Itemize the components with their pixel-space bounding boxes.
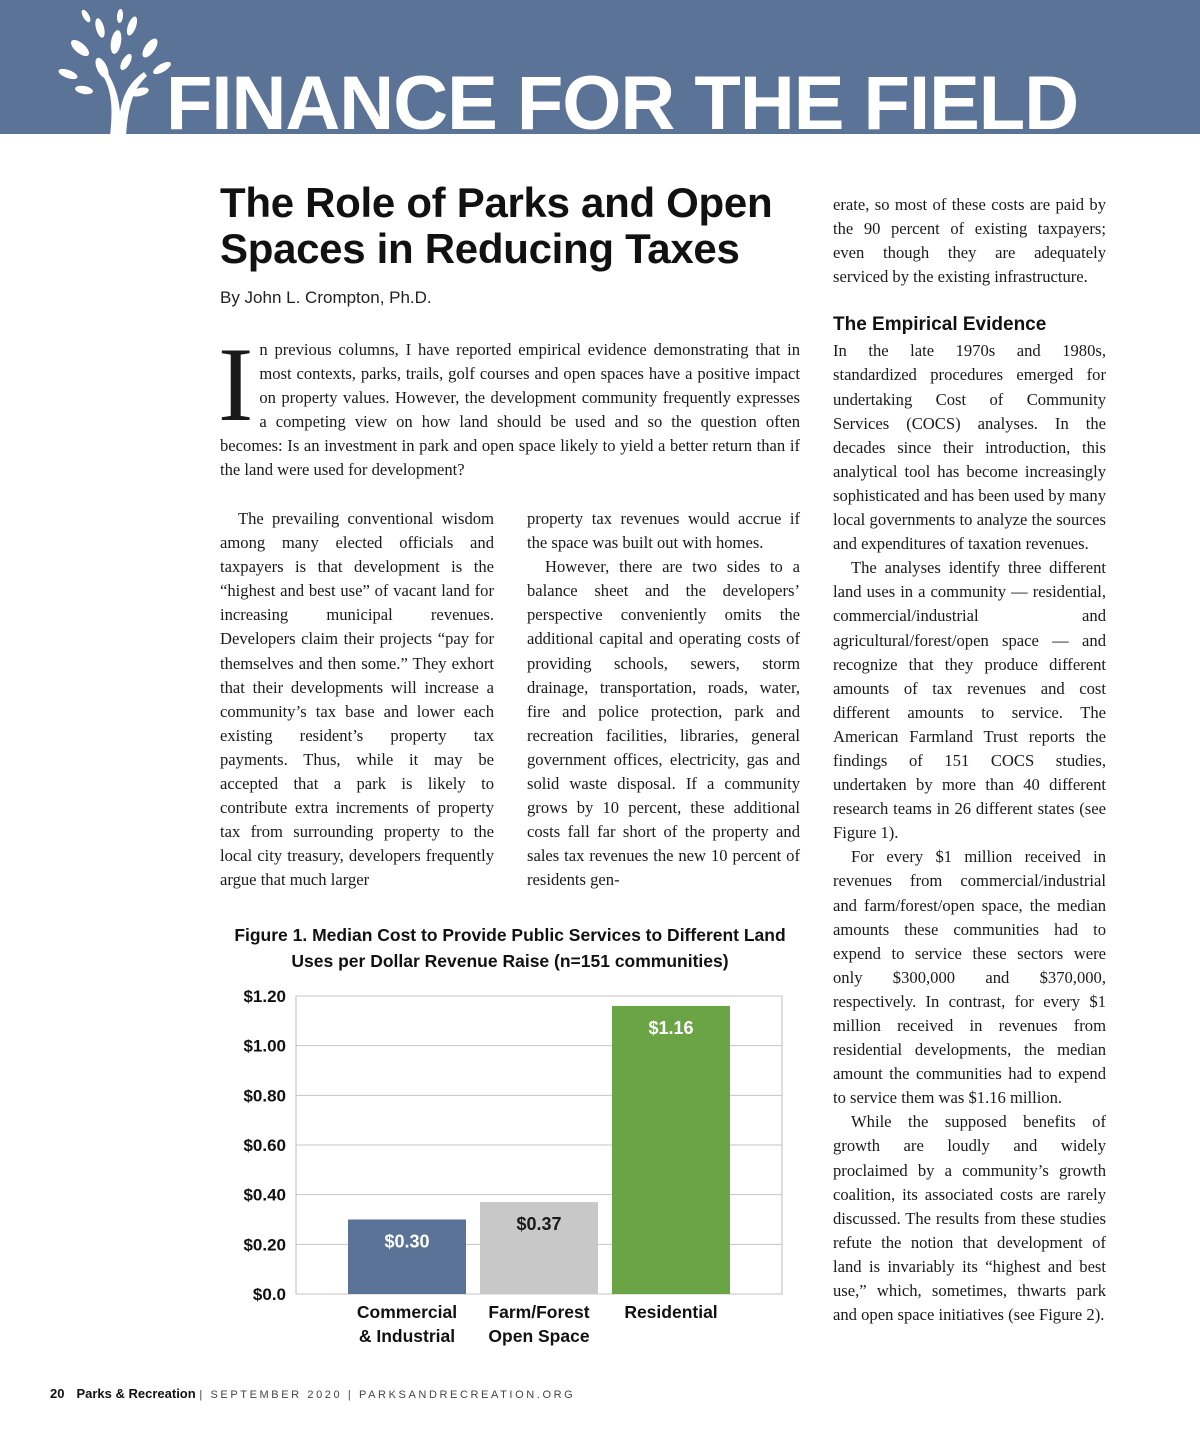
- paragraph: In the late 1970s and 1980s, standardized procedures emerged for undertaking Cost of Community Services (COCS) analyses. In the decades since their introduction, this analytical tool has become increasingly sophisticated and has been used by many local governments to analyze the sources and expenditures of taxation revenues.: [833, 341, 1106, 554]
- y-tick-label: $0.0: [252, 1285, 286, 1304]
- paragraph: The analyses identify three different land uses in a community — residential, commercial/industrial and agricultural/forest/open space — and recognize that they produce different amounts of tax revenues and cost different amounts to service. The American Farmland Trust reports the findings of 151 COCS studies, undertaken by more than 40 different research teams in 26 different states (see Figure 1).: [833, 558, 1106, 843]
- lede-text: n previous columns, I have reported empirical evidence demonstrating that in most contexts, parks, trails, golf courses and open spaces have a positive impact on property values. However, the development community frequently expresses a competing view on how land should be used and so the question often becomes: Is an investment in park and open space likely to yield a better return than if the land were used for development?: [220, 340, 800, 479]
- section-title: FINANCE FOR THE FIELD: [166, 61, 1079, 134]
- data-label: $0.30: [384, 1231, 430, 1252]
- body-column-3: [833, 193, 1106, 1327]
- x-tick-label: Residential: [624, 1302, 718, 1322]
- article-lede: [218, 326, 800, 482]
- y-tick-label: $0.40: [243, 1185, 286, 1205]
- header-banner: [0, 0, 1200, 134]
- y-tick-label: $0.60: [243, 1136, 286, 1155]
- figure-title: Figure 1. Median Cost to Provide Public Services to Different Land Uses per Dollar Revenue Raise (n=151 communities): [234, 925, 786, 971]
- magazine-name: Parks & Recreation: [76, 1386, 196, 1401]
- x-tick-label: & Industrial: [358, 1326, 456, 1346]
- paragraph: erate, so most of these costs are paid by the 90 percent of existing taxpayers; even though they are adequately serviced by the existing infrastructure.: [833, 195, 1106, 287]
- y-tick-label: $0.20: [243, 1235, 286, 1255]
- article-byline: By John L. Crompton, Ph.D.: [220, 288, 432, 307]
- x-tick-label: Commercial: [356, 1302, 458, 1322]
- x-tick-label: Open Space: [488, 1326, 590, 1346]
- bar: [612, 1006, 730, 1294]
- paragraph: While the supposed benefits of growth are loudly and widely proclaimed by a community’s growth coalition, its associated costs are rarely discussed. The results from these studies refute the notion that development of land is invariably its “highest and best use,” which, sometimes, thwarts park and open space initiatives (see Figure 2).: [833, 1112, 1106, 1325]
- tree-icon: [50, 8, 175, 134]
- x-tick-label: Farm/Forest: [488, 1302, 590, 1322]
- article-title: The Role of Parks and Open Spaces in Reducing Taxes: [220, 179, 773, 272]
- page-number: 20: [50, 1386, 65, 1401]
- body-column-1: [220, 507, 494, 893]
- paragraph: However, there are two sides to a balance sheet and the developers’ perspective conveniently omits the additional capital and operating costs of providing schools, sewers, storm drainage, transportation, roads, water, fire and police protection, park and recreation facilities, libraries, general government offices, electricity, gas and solid waste disposal. If a community grows by 10 percent, these additional costs fall far short of the property and sales tax revenues the new 10 percent of residents gen-: [527, 557, 800, 890]
- y-tick-label: $1.00: [243, 1036, 286, 1056]
- body-column-2: [527, 507, 800, 893]
- paragraph: For every $1 million received in revenues from commercial/industrial and farm/forest/open space, the median amounts these communities had to expend to service these sectors were only $300,000 and $370,000, respectively. In contrast, for every $1 million received in revenues from residential developments, the median amount the communities had to expend to service them was $1.16 million.: [833, 847, 1106, 1108]
- page-footer: [50, 1386, 575, 1403]
- y-tick-label: $0.80: [243, 1086, 286, 1106]
- data-label: $1.16: [648, 1017, 694, 1038]
- drop-cap: I: [218, 326, 254, 443]
- issue-info: | SEPTEMBER 2020 | PARKSANDRECREATION.ORG: [199, 1389, 576, 1401]
- bar-chart: [220, 982, 800, 1352]
- section-subheading: The Empirical Evidence: [833, 314, 1047, 336]
- paragraph: The prevailing conventional wisdom among many elected officials and taxpayers is that development is the “highest and best use” of vacant land for increasing municipal revenues. Developers claim their projects “pay for themselves and then some.” They exhort that their developments will increase a community’s tax base and lower each existing resident’s property tax payments. Thus, while it may be accepted that a park is likely to contribute extra increments of property tax from surrounding property to the local city treasury, developers frequently argue that much larger: [220, 509, 494, 890]
- y-tick-label: $1.20: [243, 987, 286, 1006]
- paragraph: property tax revenues would accrue if the space was built out with homes.: [527, 509, 800, 553]
- data-label: $0.37: [516, 1214, 562, 1235]
